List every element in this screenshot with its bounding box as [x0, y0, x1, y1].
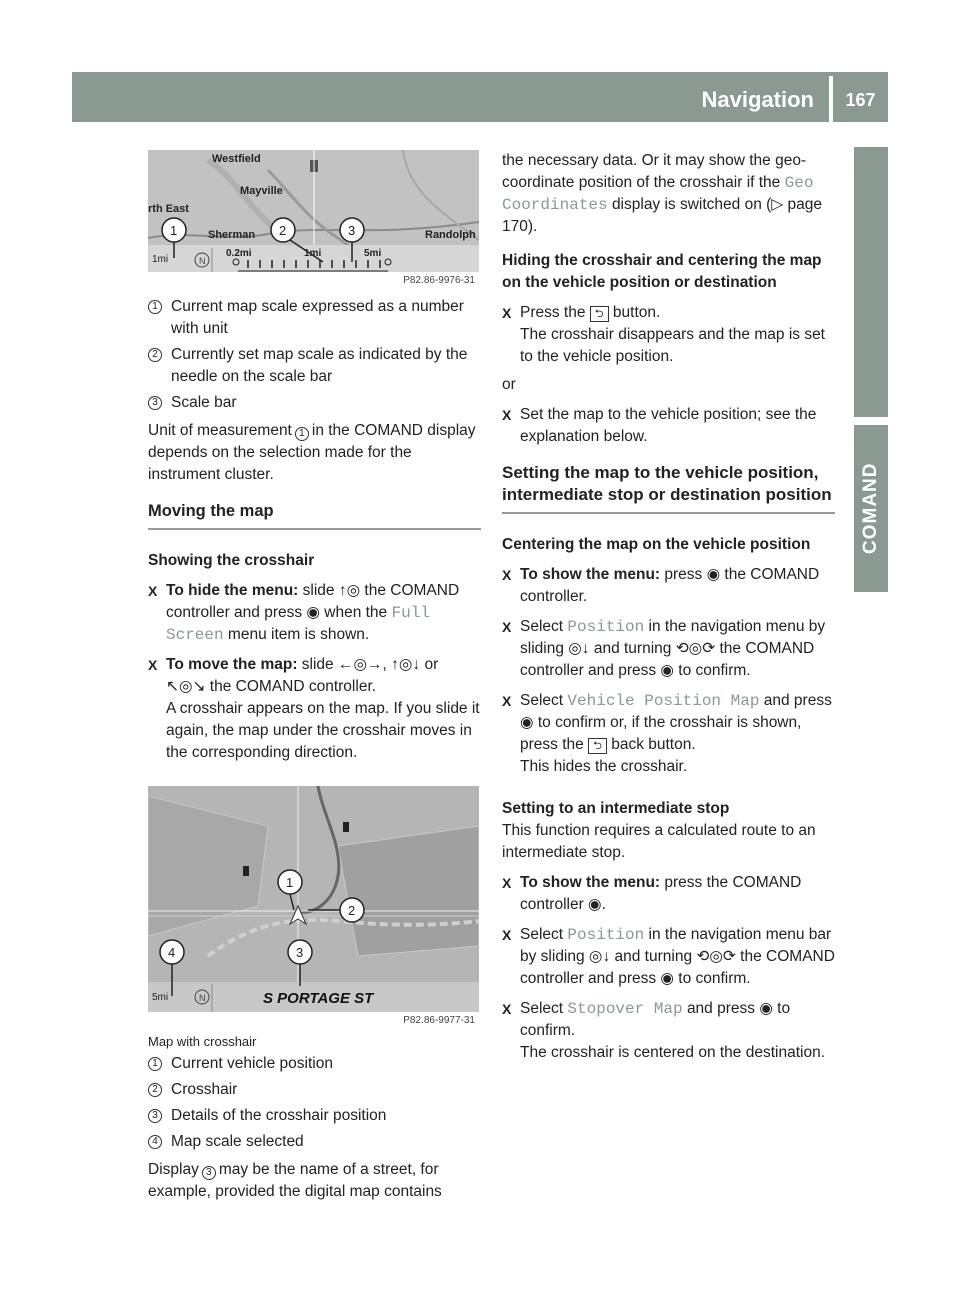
steps-stop: [502, 872, 835, 1064]
svg-text:2: 2: [348, 903, 356, 918]
legend-item: 1 Current map scale expressed as a number with unit: [148, 296, 481, 340]
step-select-stopover: X Select Stopover Map and press ◉ to confirm. The crosshair is centered on the destination.: [502, 998, 835, 1064]
side-bar: [854, 147, 888, 417]
left-column: [148, 150, 481, 1203]
crosshair-map-image: [148, 786, 479, 1012]
svg-text:4: 4: [168, 945, 176, 960]
map-label-north-east: rth East: [148, 203, 189, 215]
legend-item: 3 Details of the crosshair position: [148, 1105, 481, 1127]
heading-moving-map: Moving the map: [148, 500, 481, 530]
step-set-map: X Set the map to the vehicle position; see the explanation below.: [502, 404, 835, 448]
back-key-icon: ⮌: [588, 738, 607, 754]
map-label-westfield: Westfield: [212, 153, 261, 165]
step-show-menu: X To show the menu: press ◉ the COMAND controller.: [502, 564, 835, 608]
figure-code: P82.86-9976-31: [403, 275, 475, 286]
steps-centering: [502, 564, 835, 778]
map-scale-label: 5mi: [152, 992, 169, 1003]
heading-setting-map: Setting the map to the vehicle position, intermediate stop or destination position: [502, 462, 835, 514]
step-select-position: X Select Position in the navigation menu bar by sliding ◎↓ and turning ⟲◎⟳ the COMAND controller and press ◉ to confirm.: [502, 924, 835, 990]
svg-text:1: 1: [170, 223, 178, 238]
legend-item: 2 Crosshair: [148, 1079, 481, 1101]
stop-description: This function requires a calculated route to an intermediate stop.: [502, 822, 816, 861]
map-scale-image: [148, 150, 479, 272]
legend-item: 4 Map scale selected: [148, 1131, 481, 1153]
legend-item: 2 Currently set map scale as indicated by the needle on the scale bar: [148, 344, 481, 388]
svg-text:3: 3: [296, 945, 304, 960]
figure-caption: Map with crosshair: [148, 1034, 257, 1049]
steps-set-map: [502, 404, 835, 448]
step-press-back: X Press the ⮌ button. The crosshair disappears and the map is set to the vehicle position.: [502, 302, 835, 368]
scale-mid-label: 1mi: [304, 248, 322, 259]
svg-text:2: 2: [279, 223, 287, 238]
svg-text:1: 1: [286, 875, 294, 890]
section-title: Navigation: [701, 87, 814, 112]
svg-text:N: N: [199, 256, 206, 266]
map-label-mayville: Mayville: [240, 185, 283, 197]
map-label-sherman: Sherman: [208, 229, 256, 241]
street-name: S PORTAGE ST: [263, 990, 374, 1007]
heading-intermediate-stop: Setting to an intermediate stop: [502, 800, 730, 817]
map-label-randolph: Randolph: [425, 229, 476, 241]
unit-paragraph: Unit of measurement 1 in the COMAND display depends on the selection made for the instrument cluster.: [148, 422, 476, 483]
step-select-position: X Select Position in the navigation menu by sliding ◎↓ and turning ⟲◎⟳ the COMAND controller and press ◉ to confirm.: [502, 616, 835, 682]
back-key-icon: ⮌: [590, 306, 609, 322]
page-number: 167: [845, 90, 876, 110]
legend-scale: [148, 296, 481, 414]
legend-item: 3 Scale bar: [148, 392, 481, 414]
steps-hiding: [502, 302, 835, 368]
svg-text:N: N: [199, 993, 206, 1003]
svg-text:3: 3: [348, 223, 356, 238]
step-move-map: X To move the map: slide ←◎→, ↑◎↓ or ↖◎↘ the COMAND controller. A crosshair appears on the map. If you slide it again, the map under the crosshair moves in the corresponding direction.: [148, 654, 481, 764]
figure-crosshair-map: [148, 786, 479, 1026]
right-column: [502, 150, 835, 1064]
heading-showing-crosshair: Showing the crosshair: [148, 552, 315, 569]
heading-hiding-crosshair: Hiding the crosshair and centering the map on the vehicle position or destination: [502, 252, 822, 291]
display-paragraph: Display 3 may be the name of a street, for example, provided the digital map contains: [148, 1161, 442, 1200]
scale-right-label: 5mi: [364, 248, 382, 259]
step-hide-menu: X To hide the menu: slide ↑◎ the COMAND controller and press ◉ when the Full Screen menu item is shown.: [148, 580, 481, 646]
figure-code: P82.86-9977-31: [403, 1015, 475, 1026]
step-show-menu: X To show the menu: press the COMAND controller ◉.: [502, 872, 835, 916]
legend-item: 1 Current vehicle position: [148, 1053, 481, 1075]
continued-paragraph: the necessary data. Or it may show the geo-coordinate position of the crosshair if the Geo Coordinates display is switched on (▷ page 170).: [502, 152, 823, 235]
legend-crosshair: [148, 1053, 481, 1153]
heading-centering: Centering the map on the vehicle position: [502, 536, 811, 553]
step-select-vehicle-position: X Select Vehicle Position Map and press ◉ to confirm or, if the crosshair is shown, press the ⮌ back button. This hides the crosshair.: [502, 690, 835, 778]
current-scale-label: 1mi: [152, 254, 169, 265]
or-text: or: [502, 376, 516, 393]
steps-crosshair: [148, 580, 481, 764]
chapter-tab-label: COMAND: [860, 462, 881, 555]
figure-map-scale: [148, 150, 479, 286]
scale-left-label: 0.2mi: [226, 248, 252, 259]
